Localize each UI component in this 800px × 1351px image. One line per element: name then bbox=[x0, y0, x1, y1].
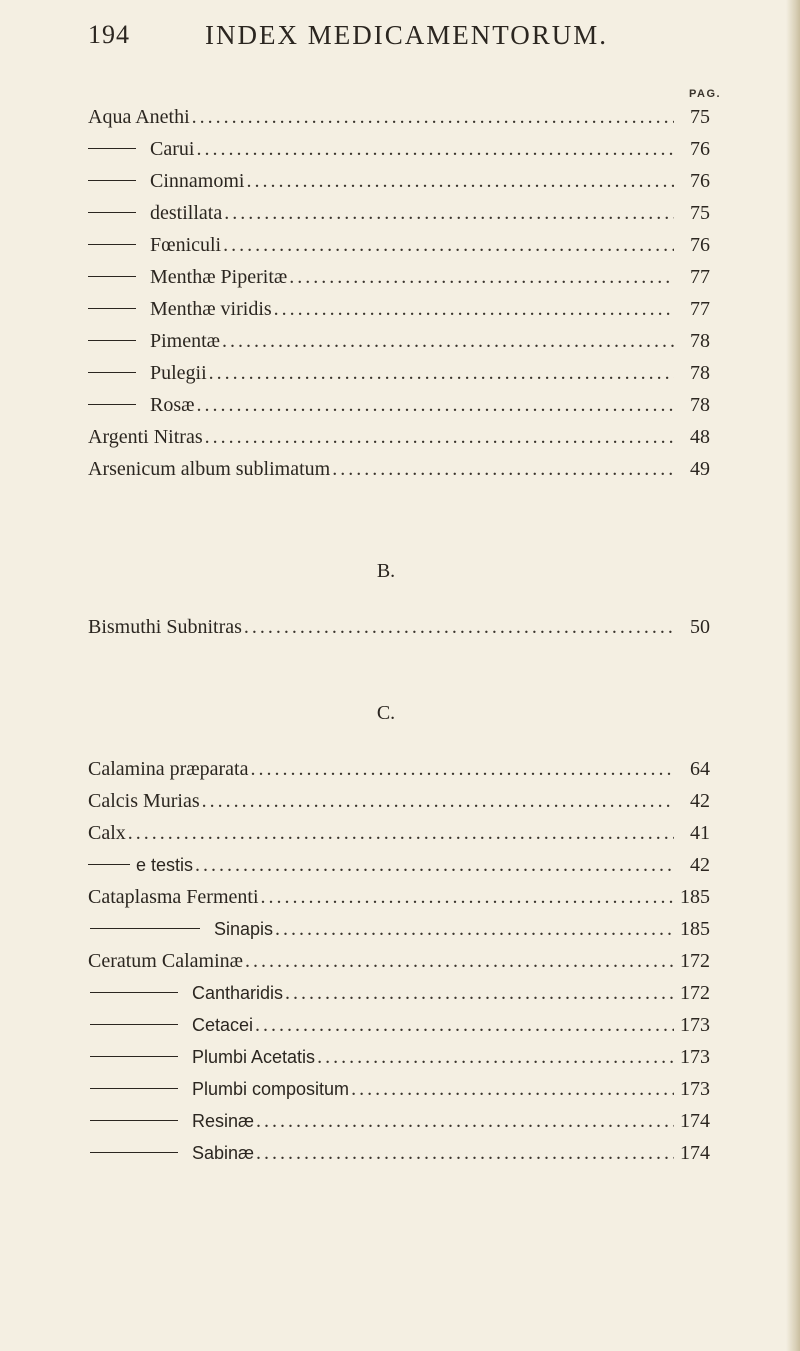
section-heading-b bbox=[0, 560, 800, 583]
entry-page: 76 bbox=[690, 138, 710, 160]
entry-name: Rosæ bbox=[150, 394, 195, 416]
entry-name: Aqua Anethi bbox=[88, 106, 190, 128]
index-entry bbox=[88, 458, 710, 488]
entry-page: 172 bbox=[680, 950, 710, 972]
ditto-dash bbox=[88, 372, 136, 373]
dot-leader bbox=[256, 1142, 674, 1165]
entry-name: Calx bbox=[88, 822, 126, 844]
entry-name: Calcis Murias bbox=[88, 790, 200, 812]
entry-page: 173 bbox=[680, 1078, 710, 1100]
ditto-dash bbox=[88, 308, 136, 309]
entry-name: destillata bbox=[150, 202, 223, 224]
dot-leader bbox=[192, 106, 674, 129]
entry-page: 78 bbox=[690, 394, 710, 416]
ditto-dash bbox=[90, 992, 178, 993]
entry-name: Resinæ bbox=[192, 1111, 255, 1131]
index-entry bbox=[88, 886, 710, 916]
entry-page: 49 bbox=[690, 458, 710, 480]
entry-page: 173 bbox=[680, 1046, 710, 1068]
entry-page: 48 bbox=[690, 426, 710, 448]
dot-leader bbox=[202, 790, 674, 813]
entry-name: Cataplasma Fermenti bbox=[88, 886, 259, 908]
running-title: INDEX MEDICAMENTORUM. bbox=[205, 20, 608, 50]
dot-leader bbox=[245, 950, 674, 973]
entry-name: Carui bbox=[150, 138, 195, 160]
entry-name: Cinnamomi bbox=[150, 170, 245, 192]
dot-leader bbox=[274, 298, 674, 321]
dot-leader bbox=[246, 170, 674, 193]
index-entry bbox=[88, 234, 710, 264]
entry-page: 185 bbox=[680, 918, 710, 940]
index-entry bbox=[88, 170, 710, 200]
ditto-dash bbox=[90, 1152, 178, 1153]
index-entry bbox=[88, 330, 710, 360]
entry-page: 78 bbox=[690, 330, 710, 352]
entry-name: Arsenicum album sublimatum bbox=[88, 458, 331, 480]
dot-leader bbox=[285, 982, 674, 1005]
dot-leader bbox=[128, 822, 674, 845]
entry-page: 173 bbox=[680, 1014, 710, 1036]
index-entry bbox=[88, 1142, 710, 1172]
index-entry bbox=[88, 758, 710, 788]
section-heading-c bbox=[0, 702, 800, 725]
entry-page: 41 bbox=[690, 822, 710, 844]
index-entry bbox=[88, 982, 710, 1012]
page-column-label: PAG. bbox=[689, 88, 722, 100]
index-entry bbox=[88, 106, 710, 136]
entry-name: Menthæ Piperitæ bbox=[150, 266, 288, 288]
section-letter: B. bbox=[376, 560, 396, 582]
entry-page: 75 bbox=[690, 202, 710, 224]
entry-page: 76 bbox=[690, 234, 710, 256]
dot-leader bbox=[195, 854, 674, 877]
entry-name: Sabinæ bbox=[192, 1143, 255, 1163]
entry-name: Fœniculi bbox=[150, 234, 222, 256]
dot-leader bbox=[205, 426, 674, 449]
entry-page: 64 bbox=[690, 758, 710, 780]
ditto-dash bbox=[88, 212, 136, 213]
entry-page: 172 bbox=[680, 982, 710, 1004]
index-entry bbox=[88, 950, 710, 980]
index-entry bbox=[88, 854, 710, 884]
index-entry bbox=[88, 202, 710, 232]
dot-leader bbox=[317, 1046, 674, 1069]
entry-page: 174 bbox=[680, 1110, 710, 1132]
index-entry bbox=[88, 138, 710, 168]
dot-leader bbox=[244, 616, 674, 639]
entry-page: 42 bbox=[690, 790, 710, 812]
index-entry bbox=[88, 1014, 710, 1044]
dot-leader bbox=[224, 202, 674, 225]
index-entry bbox=[88, 1110, 710, 1140]
ditto-dash bbox=[88, 276, 136, 277]
index-entry bbox=[88, 426, 710, 456]
entry-page: 50 bbox=[690, 616, 710, 638]
ditto-dash bbox=[90, 1088, 178, 1089]
dot-leader bbox=[196, 138, 674, 161]
entry-page: 75 bbox=[690, 106, 710, 128]
dot-leader bbox=[255, 1014, 674, 1037]
entry-name: Sinapis bbox=[214, 919, 274, 939]
ditto-dash bbox=[88, 148, 136, 149]
entry-name: Plumbi compositum bbox=[192, 1079, 350, 1099]
dot-leader bbox=[275, 918, 674, 941]
ditto-dash bbox=[90, 1056, 178, 1057]
entry-name: Pimentæ bbox=[150, 330, 221, 352]
page-number: 194 bbox=[88, 20, 130, 49]
dot-leader bbox=[223, 234, 674, 257]
entry-name: Cetacei bbox=[192, 1015, 254, 1035]
dot-leader bbox=[196, 394, 674, 417]
dot-leader bbox=[289, 266, 674, 289]
ditto-dash bbox=[90, 1120, 178, 1121]
entry-name: Argenti Nitras bbox=[88, 426, 203, 448]
ditto-dash bbox=[90, 928, 200, 929]
entry-name: Plumbi Acetatis bbox=[192, 1047, 316, 1067]
index-entry bbox=[88, 616, 710, 646]
entry-page: 174 bbox=[680, 1142, 710, 1164]
entry-page: 185 bbox=[680, 886, 710, 908]
entry-name: Calamina præparata bbox=[88, 758, 249, 780]
entry-name: Pulegii bbox=[150, 362, 207, 384]
index-entry bbox=[88, 918, 710, 948]
page-edge-shadow bbox=[786, 0, 800, 1351]
page-header bbox=[88, 20, 728, 60]
entry-page: 77 bbox=[690, 266, 710, 288]
index-entry bbox=[88, 362, 710, 392]
dot-leader bbox=[261, 886, 674, 909]
index-entry bbox=[88, 1046, 710, 1076]
entry-name: Ceratum Calaminæ bbox=[88, 950, 243, 972]
ditto-dash bbox=[88, 864, 130, 865]
index-entry bbox=[88, 790, 710, 820]
ditto-dash bbox=[88, 180, 136, 181]
ditto-dash bbox=[88, 340, 136, 341]
dot-leader bbox=[251, 758, 675, 781]
dot-leader bbox=[256, 1110, 674, 1133]
ditto-dash bbox=[90, 1024, 178, 1025]
dot-leader bbox=[332, 458, 674, 481]
entry-page: 76 bbox=[690, 170, 710, 192]
ditto-dash bbox=[88, 404, 136, 405]
entry-name: Bismuthi Subnitras bbox=[88, 616, 242, 638]
entry-page: 42 bbox=[690, 854, 710, 876]
section-letter: C. bbox=[376, 702, 396, 724]
entry-name: e testis bbox=[136, 855, 194, 875]
dot-leader bbox=[209, 362, 674, 385]
entry-name: Menthæ viridis bbox=[150, 298, 272, 320]
ditto-dash bbox=[88, 244, 136, 245]
index-entry bbox=[88, 822, 710, 852]
dot-leader bbox=[351, 1078, 674, 1101]
dot-leader bbox=[222, 330, 674, 353]
index-entry bbox=[88, 394, 710, 424]
index-entry bbox=[88, 1078, 710, 1108]
entry-page: 78 bbox=[690, 362, 710, 384]
index-entry bbox=[88, 266, 710, 296]
entry-name: Cantharidis bbox=[192, 983, 284, 1003]
entry-page: 77 bbox=[690, 298, 710, 320]
index-entry bbox=[88, 298, 710, 328]
